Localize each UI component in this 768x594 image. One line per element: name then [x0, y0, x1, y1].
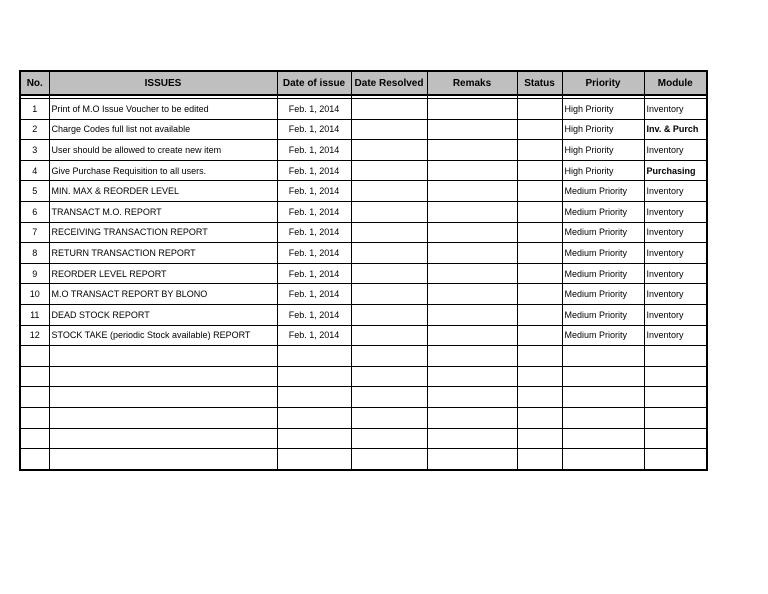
table-row	[20, 325, 707, 346]
cell-module: Inventory	[644, 284, 707, 305]
cell-date-of-issue	[277, 407, 351, 428]
cell-priority: Medium Priority	[562, 284, 644, 305]
cell-remarks	[427, 325, 517, 346]
cell-priority: High Priority	[562, 119, 644, 140]
header-issues: ISSUES	[49, 71, 277, 95]
cell-remarks	[427, 387, 517, 408]
cell-date-of-issue: Feb. 1, 2014	[277, 119, 351, 140]
cell-priority	[562, 366, 644, 387]
cell-remarks	[427, 428, 517, 449]
cell-issue: REORDER LEVEL REPORT	[49, 263, 277, 284]
cell-issue	[49, 428, 277, 449]
cell-status	[517, 181, 562, 202]
cell-issue: STOCK TAKE (periodic Stock available) REPORT	[49, 325, 277, 346]
header-priority: Priority	[562, 71, 644, 95]
cell-priority: Medium Priority	[562, 222, 644, 243]
cell-priority: Medium Priority	[562, 181, 644, 202]
table-row	[20, 263, 707, 284]
cell-status	[517, 263, 562, 284]
cell-issue: Charge Codes full list not available	[49, 119, 277, 140]
cell-date-of-issue	[277, 387, 351, 408]
cell-date-resolved	[351, 387, 427, 408]
cell-issue: RETURN TRANSACTION REPORT	[49, 243, 277, 264]
cell-issue: Print of M.O Issue Voucher to be edited	[49, 99, 277, 120]
cell-status	[517, 449, 562, 470]
cell-date-of-issue: Feb. 1, 2014	[277, 201, 351, 222]
cell-priority: Medium Priority	[562, 325, 644, 346]
cell-remarks	[427, 449, 517, 470]
table-row	[20, 119, 707, 140]
table-row	[20, 304, 707, 325]
cell-date-of-issue: Feb. 1, 2014	[277, 140, 351, 161]
table-row	[20, 366, 707, 387]
cell-module: Inventory	[644, 140, 707, 161]
header-row	[20, 71, 707, 95]
cell-module: Inventory	[644, 304, 707, 325]
cell-status	[517, 428, 562, 449]
cell-no: 12	[20, 325, 49, 346]
cell-date-of-issue: Feb. 1, 2014	[277, 222, 351, 243]
cell-priority	[562, 407, 644, 428]
cell-remarks	[427, 160, 517, 181]
cell-status	[517, 346, 562, 367]
cell-issue: TRANSACT M.O. REPORT	[49, 201, 277, 222]
cell-status	[517, 366, 562, 387]
table-row	[20, 346, 707, 367]
cell-no: 5	[20, 181, 49, 202]
cell-remarks	[427, 243, 517, 264]
cell-module	[644, 428, 707, 449]
cell-remarks	[427, 181, 517, 202]
cell-no	[20, 366, 49, 387]
cell-date-resolved	[351, 449, 427, 470]
cell-date-resolved	[351, 407, 427, 428]
cell-issue: Give Purchase Requisition to all users.	[49, 160, 277, 181]
table-row	[20, 99, 707, 120]
cell-module: Inventory	[644, 201, 707, 222]
cell-date-of-issue: Feb. 1, 2014	[277, 243, 351, 264]
cell-date-of-issue: Feb. 1, 2014	[277, 284, 351, 305]
cell-no	[20, 387, 49, 408]
table-row	[20, 449, 707, 470]
issues-table	[19, 70, 708, 471]
cell-remarks	[427, 284, 517, 305]
cell-issue: MIN. MAX & REORDER LEVEL	[49, 181, 277, 202]
cell-no: 4	[20, 160, 49, 181]
cell-remarks	[427, 346, 517, 367]
cell-module	[644, 449, 707, 470]
cell-date-of-issue: Feb. 1, 2014	[277, 304, 351, 325]
cell-status	[517, 201, 562, 222]
cell-date-resolved	[351, 222, 427, 243]
cell-status	[517, 140, 562, 161]
cell-module: Inv. & Purch	[644, 119, 707, 140]
cell-date-of-issue: Feb. 1, 2014	[277, 181, 351, 202]
cell-module	[644, 407, 707, 428]
cell-date-of-issue	[277, 428, 351, 449]
cell-module: Inventory	[644, 99, 707, 120]
header-date-of-issue: Date of issue	[277, 71, 351, 95]
cell-date-resolved	[351, 346, 427, 367]
cell-priority	[562, 387, 644, 408]
table-row	[20, 222, 707, 243]
cell-remarks	[427, 140, 517, 161]
cell-date-resolved	[351, 243, 427, 264]
header-module: Module	[644, 71, 707, 95]
table-row	[20, 181, 707, 202]
cell-status	[517, 243, 562, 264]
table-row	[20, 284, 707, 305]
cell-status	[517, 284, 562, 305]
cell-date-of-issue	[277, 366, 351, 387]
cell-date-resolved	[351, 428, 427, 449]
header-status: Status	[517, 71, 562, 95]
cell-status	[517, 387, 562, 408]
cell-priority: Medium Priority	[562, 304, 644, 325]
cell-module	[644, 346, 707, 367]
cell-no: 10	[20, 284, 49, 305]
cell-date-of-issue: Feb. 1, 2014	[277, 160, 351, 181]
cell-remarks	[427, 119, 517, 140]
table-row	[20, 243, 707, 264]
cell-status	[517, 160, 562, 181]
cell-issue: DEAD STOCK REPORT	[49, 304, 277, 325]
cell-priority: Medium Priority	[562, 263, 644, 284]
cell-module: Inventory	[644, 181, 707, 202]
table-row	[20, 201, 707, 222]
cell-priority	[562, 346, 644, 367]
cell-priority: Medium Priority	[562, 243, 644, 264]
cell-priority: High Priority	[562, 160, 644, 181]
cell-no: 9	[20, 263, 49, 284]
cell-date-resolved	[351, 263, 427, 284]
cell-date-resolved	[351, 325, 427, 346]
cell-priority: Medium Priority	[562, 201, 644, 222]
table-row	[20, 407, 707, 428]
cell-date-resolved	[351, 160, 427, 181]
cell-priority: High Priority	[562, 140, 644, 161]
cell-module: Inventory	[644, 222, 707, 243]
table-row	[20, 140, 707, 161]
cell-status	[517, 407, 562, 428]
cell-module: Inventory	[644, 263, 707, 284]
cell-no: 6	[20, 201, 49, 222]
table-body	[20, 95, 707, 470]
cell-date-resolved	[351, 99, 427, 120]
table-row	[20, 160, 707, 181]
cell-no: 7	[20, 222, 49, 243]
cell-status	[517, 119, 562, 140]
cell-date-resolved	[351, 140, 427, 161]
cell-no: 2	[20, 119, 49, 140]
cell-no: 3	[20, 140, 49, 161]
cell-remarks	[427, 263, 517, 284]
cell-remarks	[427, 99, 517, 120]
cell-status	[517, 99, 562, 120]
cell-remarks	[427, 222, 517, 243]
cell-status	[517, 222, 562, 243]
cell-issue	[49, 407, 277, 428]
cell-no	[20, 449, 49, 470]
cell-no	[20, 346, 49, 367]
cell-issue: User should be allowed to create new item	[49, 140, 277, 161]
cell-remarks	[427, 366, 517, 387]
cell-no: 11	[20, 304, 49, 325]
cell-date-resolved	[351, 119, 427, 140]
cell-no: 8	[20, 243, 49, 264]
cell-status	[517, 304, 562, 325]
cell-module	[644, 387, 707, 408]
cell-remarks	[427, 304, 517, 325]
cell-date-resolved	[351, 304, 427, 325]
cell-date-resolved	[351, 181, 427, 202]
cell-date-resolved	[351, 201, 427, 222]
cell-no	[20, 428, 49, 449]
table-row	[20, 428, 707, 449]
cell-date-of-issue	[277, 449, 351, 470]
header-remarks: Remaks	[427, 71, 517, 95]
cell-priority: High Priority	[562, 99, 644, 120]
cell-date-of-issue: Feb. 1, 2014	[277, 263, 351, 284]
cell-date-of-issue	[277, 346, 351, 367]
cell-issue	[49, 387, 277, 408]
cell-module: Purchasing	[644, 160, 707, 181]
cell-no: 1	[20, 99, 49, 120]
cell-issue	[49, 449, 277, 470]
cell-date-of-issue: Feb. 1, 2014	[277, 325, 351, 346]
cell-no	[20, 407, 49, 428]
cell-issue: RECEIVING TRANSACTION REPORT	[49, 222, 277, 243]
cell-module: Inventory	[644, 325, 707, 346]
cell-issue: M.O TRANSACT REPORT BY BLONO	[49, 284, 277, 305]
cell-remarks	[427, 201, 517, 222]
table-row	[20, 387, 707, 408]
header-no: No.	[20, 71, 49, 95]
cell-date-resolved	[351, 366, 427, 387]
cell-date-resolved	[351, 284, 427, 305]
cell-priority	[562, 428, 644, 449]
cell-remarks	[427, 407, 517, 428]
cell-issue	[49, 366, 277, 387]
cell-module	[644, 366, 707, 387]
header-date-resolved: Date Resolved	[351, 71, 427, 95]
cell-status	[517, 325, 562, 346]
cell-date-of-issue: Feb. 1, 2014	[277, 99, 351, 120]
cell-module: Inventory	[644, 243, 707, 264]
cell-issue	[49, 346, 277, 367]
cell-priority	[562, 449, 644, 470]
